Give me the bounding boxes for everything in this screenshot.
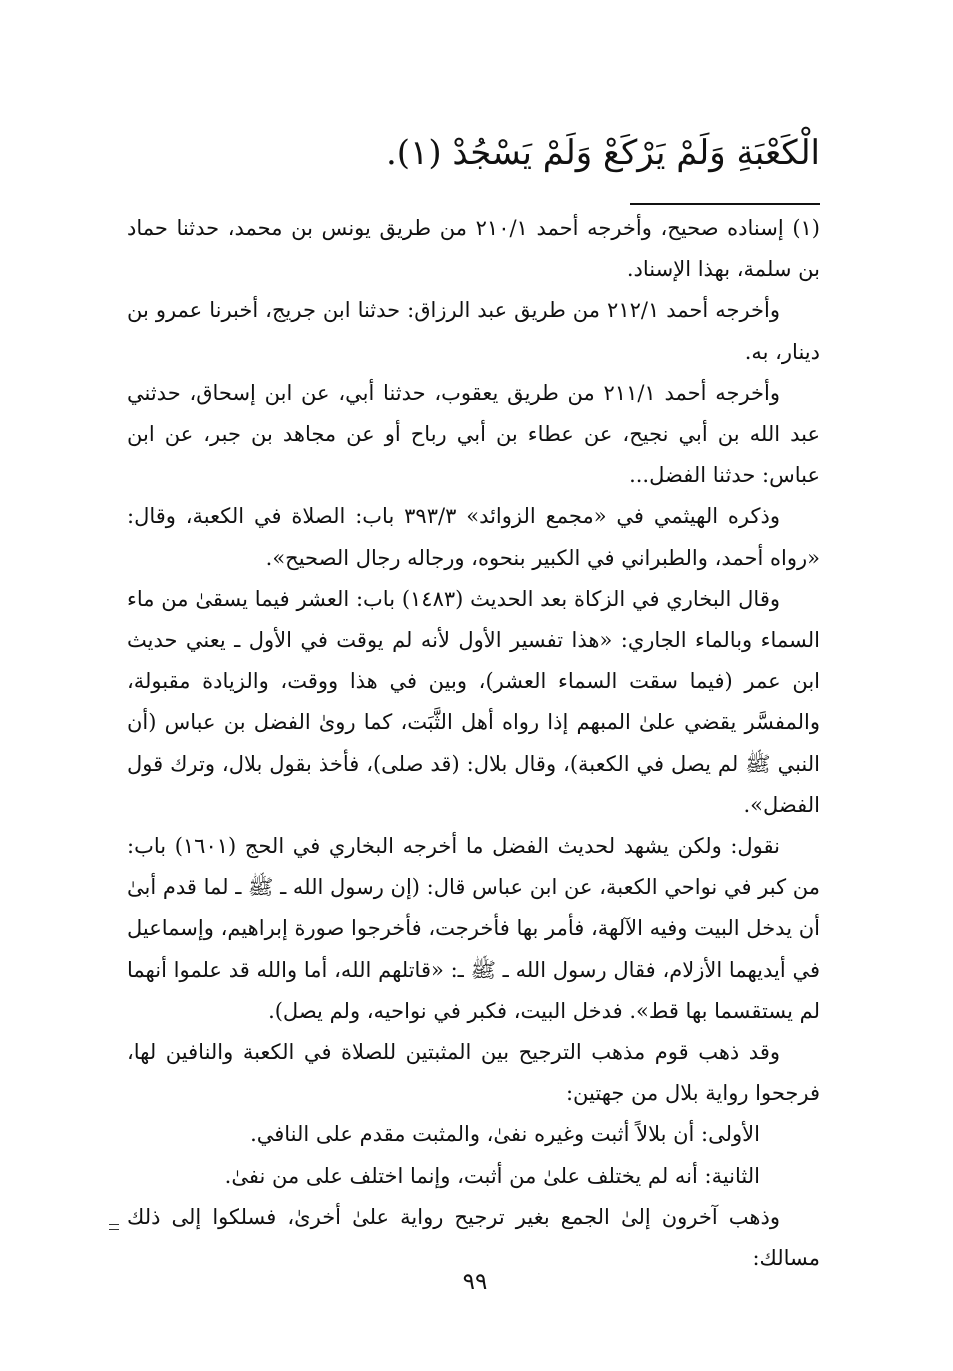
continuation-mark: [109, 1224, 119, 1230]
footnote-paragraph: وذهب آخرون إلىٰ الجمع بغير ترجيح رواية علىٰ أخرىٰ، فسلكوا إلى ذلك مسالك:: [127, 1204, 820, 1271]
footnote-paragraph: وقد ذهب قوم مذهب الترجيح بين المثبتين للصلاة في الكعبة والنافين لها، فرجحوا رواية بلال من جهتين:: [127, 1040, 820, 1106]
footnote-paragraph: وأخرجه أحمد ٢١٢/١ من طريق عبد الرزاق: حدثنا ابن جريج، أخبرنا عمرو بن دينار، به.: [127, 298, 820, 364]
page-number: ٩٩: [462, 1269, 488, 1295]
footnote-separator: [630, 203, 820, 205]
footnote-paragraph: الأولى: أن بلالاً أثبت وغيره نفىٰ، والمثبت مقدم على النافي.: [250, 1122, 760, 1147]
footnote-paragraph: نقول: ولكن يشهد لحديث الفضل ما أخرجه البخاري في الحج (١٦٠١) باب: من كبر في نواحي الكعبة، عن ابن عباس قال: (إن رسول الله ـ ﷺ ـ لما قدم أبىٰ أن يدخل البيت وفيه الآلهة، فأمر بها فأخرجت، فأخرجوا صورة إبراهيم، وإسماعيل في أيديهما الأزلام، فقال رسول الله ـ ﷺ ـ: «قاتلهم الله، أما والله قد علموا أنهما لم يستقسما بها قط». فدخل البيت، فكبر في نواحيه، ولم يصل).: [127, 834, 820, 1023]
footnote-paragraph: وقال البخاري في الزكاة بعد الحديث (١٤٨٣) باب: العشر فيما يسقىٰ من ماء السماء وبالماء الجاري: «هذا تفسير الأول لأنه لم يوقت في الأول ـ يعني حديث ابن عمر (فيما سقت السماء العشر)، وبين في هذا ووقت، والزيادة مقبولة، والمفسَّر يقضي علىٰ المبهم إذا رواه أهل الثَّبَت، كما روىٰ الفضل بن عباس (أن النبي ﷺ لم يصل في الكعبة)، وقال بلال: (قد صلى)، فأخذ بقول بلال، وترك قول الفضل».: [127, 586, 820, 817]
footnote-paragraph: (١) إسناده صحيح، وأخرجه أحمد ٢١٠/١ من طريق يونس بن محمد، حدثنا حماد بن سلمة، بهذا الإسناد.: [127, 216, 820, 282]
footnote-paragraph: وأخرجه أحمد ٢١١/١ من طريق يعقوب، حدثنا أبي، عن ابن إسحاق، حدثني عبد الله بن أبي نجيح، عن عطاء بن أبي رباح أو عن مجاهد بن جبر، عن ابن عباس: حدثنا الفضل...: [127, 380, 820, 488]
main-text-line: الْكَعْبَةِ وَلَمْ يَرْكَعْ وَلَمْ يَسْجُدْ (١).: [385, 133, 820, 173]
footnote-paragraph: الثانية: أنه لم يختلف علىٰ من أثبت، وإنما اختلف على من نفىٰ.: [224, 1163, 760, 1188]
footnote-paragraph: وذكره الهيثمي في «مجمع الزوائد» ٣٩٣/٣ باب: الصلاة في الكعبة، وقال: «رواه أحمد، والطبراني في الكبير بنحوه، ورجاله رجال الصحيح».: [127, 504, 820, 570]
footnotes-block: [127, 208, 820, 1279]
